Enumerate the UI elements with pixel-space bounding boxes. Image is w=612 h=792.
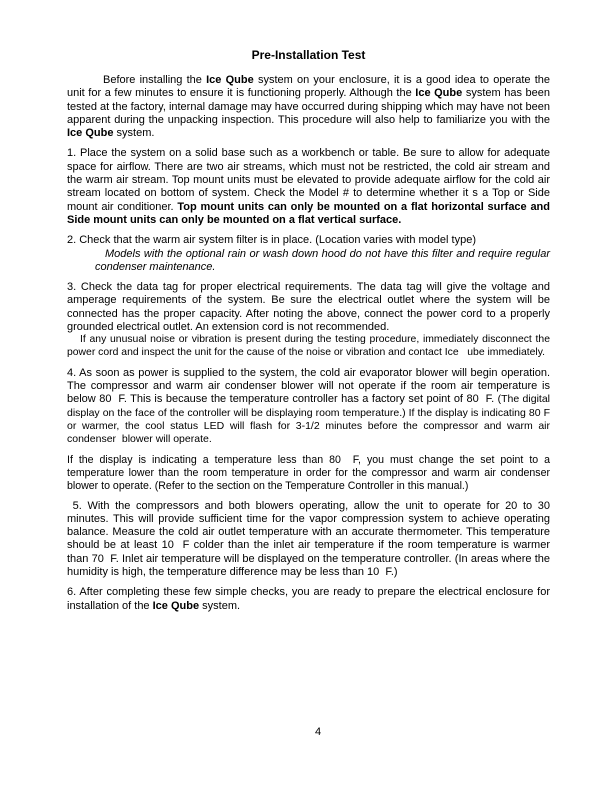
paragraph — [67, 454, 550, 493]
paragraph — [95, 248, 550, 275]
text-run: Ice Qube — [67, 127, 114, 140]
text-run: Models with the optional rain or wash down hood do not have this filter and require regular condenser maintenance. — [95, 247, 550, 273]
paragraph — [67, 281, 550, 334]
document-body — [67, 74, 550, 613]
text-run: 3. Check the data tag for proper electrical requirements. The data tag will give the voltage and amperage requirements of the system. Be sure the electrical outlet where the system will be connected has the proper capacity. After noting the above, connect the power cord to a properly grounded electrical outlet. An extension cord is not recommended. — [67, 281, 550, 334]
page-title: Pre-Installation Test — [251, 48, 366, 62]
text-run: 1. Place the system on a solid base such as a workbench or table. Be sure to allow for adequate space for airflow. There are two air streams, which must not be restricted, the cold air stream and the warm air stream. Top mount units must be elevated to provide adequate airflow for the cold air stream located on bottom of system. Check the Model # to determine whether it s a Top or Side mount air conditioner. — [67, 147, 550, 213]
text-run: Ice Qube — [152, 599, 200, 612]
paragraph — [67, 334, 550, 359]
text-run: If the display is indicating a temperature less than 80 F, you must change the set point to a temperature lower than the room temperature in order for the compressor and warm air condenser blower to operate. (Refer to the section on the Temperature Controller in this manual.) — [67, 453, 550, 492]
text-run: system. — [199, 599, 241, 612]
paragraph — [67, 234, 550, 247]
text-run: system on your enclosure, it is a good idea to operate the unit for a few minutes to ensure it is functioning properly. Although the — [67, 74, 551, 100]
paragraph — [67, 74, 550, 140]
text-run: If any unusual noise or vibration is present during the testing procedure, immediately disconnect the power cord and inspect the unit for the cause of the noise or vibration and contact Ice ube immediately. — [67, 334, 550, 359]
text-run: Before installing the — [103, 74, 207, 86]
text-run: system has been tested at the factory, internal damage may have occurred during shipping which may have not been apparent during the unpacking inspection. This procedure will also help to familiarize you with the — [67, 87, 550, 126]
text-run: 4. As soon as power is supplied to the system, the cold air evaporator blower will begin operation. The compressor and warm air condenser blower will not operate if the room air temperature is below 80 F. This is because the temperature controller has a factory set point of 80 F. — [67, 366, 550, 406]
page-number: 4 — [314, 726, 322, 738]
paragraph — [67, 367, 550, 447]
text-run: (The digital display on the face of the controller will be displaying room temperature.) If the display is indicating 80 F or warmer, the cool status LED will flash for 3-1/2 minutes before the compressor and warm air condenser blower will operate. — [67, 393, 550, 446]
text-run: Top mount units can only be mounted on a flat horizontal surface and Side mount units can only be mounted on a flat vertical surface. — [67, 200, 550, 226]
text-run: Ice Qube — [415, 87, 463, 100]
text-run: 2. Check that the warm air system filter is in place. (Location varies with model type) — [67, 234, 476, 247]
paragraph — [67, 586, 550, 613]
paragraph — [67, 147, 550, 227]
text-run: 5. With the compressors and both blowers operating, allow the unit to operate for 20 to 30 minutes. This will provide sufficient time for the vapor compression system to achieve operating balance. Measure the cold air outlet temperature with an accurate thermometer. This temperature should be at least 10 F colder than the inlet air temperature if the room temperature is warmer than 70 F. Inlet air temperature will be displayed on the temperature controller. (In areas where the humidity is high, the temperature difference may be less than 10 F.) — [67, 499, 550, 579]
text-run: Ice Qube — [206, 74, 254, 86]
text-run: 6. After completing these few simple checks, you are ready to prepare the electrical enclosure for installation of the — [67, 586, 550, 612]
text-run: system. — [113, 127, 155, 140]
paragraph — [67, 500, 550, 580]
